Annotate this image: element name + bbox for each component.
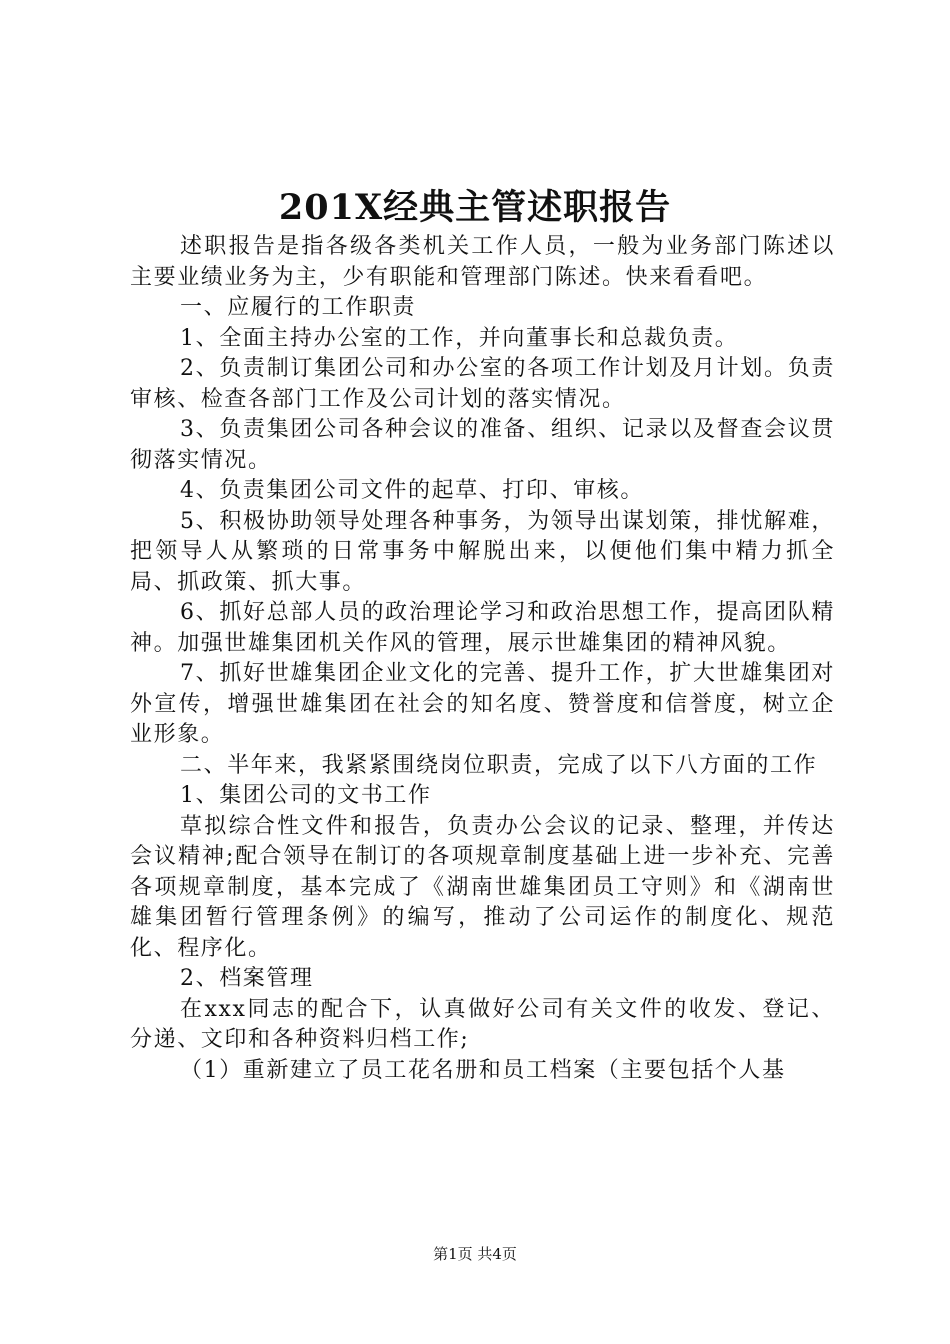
duty-item-5: 5、积极协助领导处理各种事务，为领导出谋划策，排忧解难，把领导人从繁琐的日常事务中解脱出来，以便他们集中精力抓全局、抓政策、抓大事。: [130, 508, 835, 595]
duty-item-6: 6、抓好总部人员的政治理论学习和政治思想工作，提高团队精神。加强世雄集团机关作风的管理，展示世雄集团的精神风貌。: [130, 600, 835, 656]
duty-item-1: 1、全面主持办公室的工作，并向董事长和总裁负责。: [180, 325, 739, 351]
duty-item-3: 3、负责集团公司各种会议的准备、组织、记录以及督查会议贯彻落实情况。: [130, 417, 835, 473]
duty-item-2: 2、负责制订集团公司和办公室的各项工作计划及月计划。负责审核、检查各部门工作及公司计划的落实情况。: [130, 356, 835, 412]
work-paragraph-2: 在xxx同志的配合下，认真做好公司有关文件的收发、登记、分递、文印和各种资料归档工作;: [130, 996, 835, 1052]
paragraph-intro: 述职报告是指各级各类机关工作人员，一般为业务部门陈述以主要业绩业务为主，少有职能和管理部门陈述。快来看看吧。: [130, 234, 835, 290]
work-paragraph-1: 草拟综合性文件和报告，负责办公会议的记录、整理，并传达会议精神;配合领导在制订的各项规章制度基础上进一步补充、完善各项规章制度，基本完成了《湖南世雄集团员工守则》和《湖南世雄集团暂行管理条例》的编写，推动了公司运作的制度化、规范化、程序化。: [130, 813, 835, 961]
section-heading-duties: 一、应履行的工作职责: [180, 295, 417, 320]
duty-item-7: 7、抓好世雄集团企业文化的完善、提升工作，扩大世雄集团对外宣传，增强世雄集团在社会的知名度、赞誉度和信誉度，树立企业形象。: [130, 661, 835, 747]
duty-item-4: 4、负责集团公司文件的起草、打印、审核。: [180, 478, 644, 503]
work-subitem-1: （1）重新建立了员工花名册和员工档案（主要包括个人基: [180, 1057, 786, 1083]
section-heading-work: 二、半年来，我紧紧围绕岗位职责，完成了以下八方面的工作: [180, 752, 818, 778]
document-title: 201X经典主管述职报告: [278, 187, 672, 228]
work-heading-2: 2、档案管理: [180, 966, 314, 991]
page-number: 第1页 共4页: [433, 1245, 517, 1263]
work-heading-1: 1、集团公司的文书工作: [180, 783, 432, 808]
document-body: [130, 232, 835, 1086]
